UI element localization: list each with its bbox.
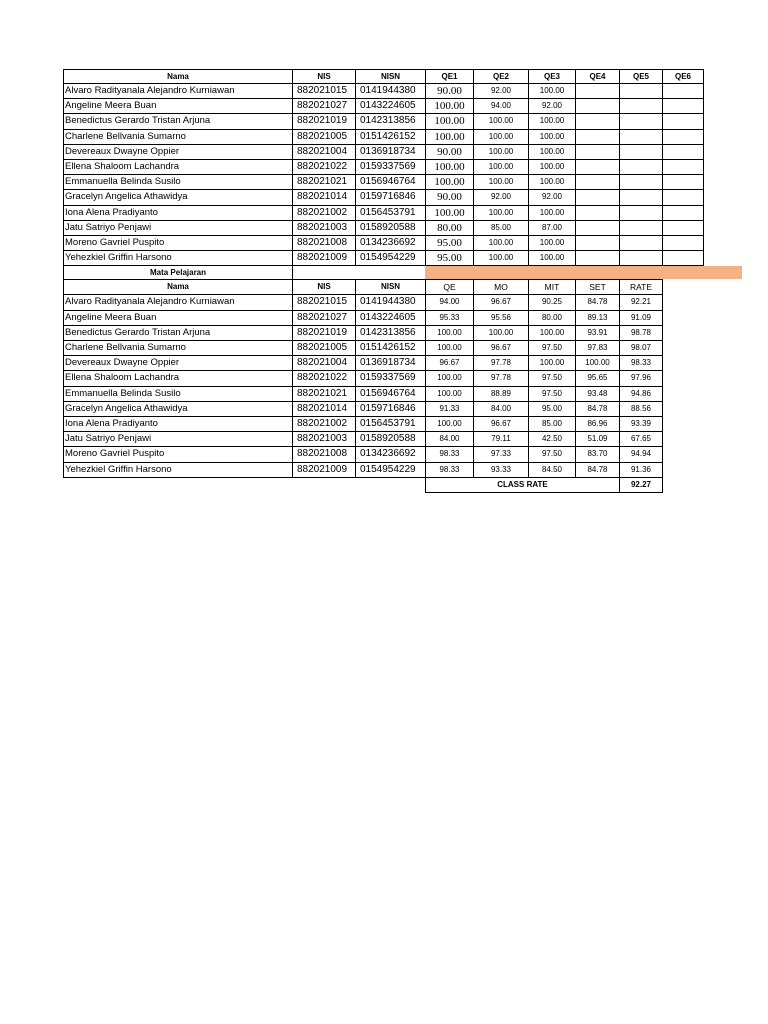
bottom-cell-r5-c3[interactable]: 100.00 [425, 370, 474, 386]
bottom-cell-r6-c1[interactable]: 882021021 [292, 386, 356, 402]
top-cell-r9-c8[interactable] [662, 220, 704, 236]
top-cell-r8-c7[interactable] [619, 205, 663, 221]
bottom-cell-r6-c2[interactable]: 0156946764 [355, 386, 426, 402]
top-cell-r6-c2[interactable]: 0156946764 [355, 174, 426, 190]
top-cell-r7-c8[interactable] [662, 189, 704, 205]
top-header-4[interactable]: QE2 [473, 69, 529, 84]
top-cell-r9-c0[interactable]: Jatu Satriyo Penjawi [63, 220, 293, 236]
top-cell-r1-c1[interactable]: 882021027 [292, 98, 356, 114]
bottom-cell-r9-c4[interactable]: 79.11 [473, 431, 529, 447]
top-cell-r10-c1[interactable]: 882021008 [292, 235, 356, 251]
top-cell-r7-c2[interactable]: 0159716846 [355, 189, 426, 205]
top-cell-r10-c0[interactable]: Moreno Gavriel Puspito [63, 235, 293, 251]
top-cell-r11-c0[interactable]: Yehezkiel Griffin Harsono [63, 250, 293, 266]
bottom-cell-r5-c0[interactable]: Ellena Shaloom Lachandra [63, 370, 293, 386]
bottom-cell-r11-c5[interactable]: 84.50 [528, 462, 576, 478]
top-cell-r11-c3[interactable]: 95.00 [425, 250, 474, 266]
top-cell-r5-c5[interactable]: 100.00 [528, 159, 576, 175]
top-cell-r3-c3[interactable]: 100.00 [425, 129, 474, 145]
top-cell-r11-c8[interactable] [662, 250, 704, 266]
top-cell-r11-c5[interactable]: 100.00 [528, 250, 576, 266]
bottom-cell-r7-c0[interactable]: Gracelyn Angelica Athawidya [63, 401, 293, 417]
top-cell-r4-c4[interactable]: 100.00 [473, 144, 529, 160]
top-cell-r1-c2[interactable]: 0143224605 [355, 98, 426, 114]
top-cell-r1-c0[interactable]: Angeline Meera Buan [63, 98, 293, 114]
bottom-cell-r4-c1[interactable]: 882021004 [292, 355, 356, 371]
top-cell-r7-c7[interactable] [619, 189, 663, 205]
bottom-cell-r2-c4[interactable]: 100.00 [473, 325, 529, 341]
bottom-header-4[interactable]: MO [473, 279, 529, 295]
top-cell-r4-c6[interactable] [575, 144, 620, 160]
top-header-8[interactable]: QE6 [662, 69, 704, 84]
bottom-cell-r0-c0[interactable]: Alvaro Radityanala Alejandro Kurniawan [63, 294, 293, 310]
top-header-5[interactable]: QE3 [528, 69, 576, 84]
top-cell-r3-c1[interactable]: 882021005 [292, 129, 356, 145]
bottom-cell-r1-c3[interactable]: 95.33 [425, 310, 474, 326]
bottom-cell-r11-c0[interactable]: Yehezkiel Griffin Harsono [63, 462, 293, 478]
top-cell-r10-c7[interactable] [619, 235, 663, 251]
bottom-cell-r8-c7[interactable]: 93.39 [619, 416, 663, 432]
bottom-cell-r9-c7[interactable]: 67.65 [619, 431, 663, 447]
bottom-cell-r4-c3[interactable]: 96.67 [425, 355, 474, 371]
bottom-cell-r7-c4[interactable]: 84.00 [473, 401, 529, 417]
top-cell-r9-c4[interactable]: 85.00 [473, 220, 529, 236]
bottom-cell-r4-c4[interactable]: 97.78 [473, 355, 529, 371]
top-cell-r9-c3[interactable]: 80.00 [425, 220, 474, 236]
bottom-cell-r5-c2[interactable]: 0159337569 [355, 370, 426, 386]
top-cell-r9-c7[interactable] [619, 220, 663, 236]
top-cell-r9-c2[interactable]: 0158920588 [355, 220, 426, 236]
top-cell-r4-c3[interactable]: 90.00 [425, 144, 474, 160]
top-cell-r4-c0[interactable]: Devereaux Dwayne Oppier [63, 144, 293, 160]
bottom-cell-r2-c1[interactable]: 882021019 [292, 325, 356, 341]
bottom-cell-r9-c2[interactable]: 0158920588 [355, 431, 426, 447]
top-cell-r6-c1[interactable]: 882021021 [292, 174, 356, 190]
bottom-cell-r3-c2[interactable]: 0151426152 [355, 340, 426, 356]
bottom-cell-r1-c0[interactable]: Angeline Meera Buan [63, 310, 293, 326]
top-cell-r6-c6[interactable] [575, 174, 620, 190]
top-cell-r3-c7[interactable] [619, 129, 663, 145]
bottom-cell-r1-c2[interactable]: 0143224605 [355, 310, 426, 326]
top-cell-r0-c5[interactable]: 100.00 [528, 83, 576, 99]
bottom-cell-r8-c6[interactable]: 86.96 [575, 416, 620, 432]
bottom-cell-r0-c2[interactable]: 0141944380 [355, 294, 426, 310]
bottom-cell-r9-c1[interactable]: 882021003 [292, 431, 356, 447]
top-cell-r2-c4[interactable]: 100.00 [473, 113, 529, 129]
top-cell-r6-c7[interactable] [619, 174, 663, 190]
top-cell-r5-c8[interactable] [662, 159, 704, 175]
top-cell-r5-c0[interactable]: Ellena Shaloom Lachandra [63, 159, 293, 175]
top-cell-r10-c4[interactable]: 100.00 [473, 235, 529, 251]
bottom-cell-r7-c6[interactable]: 84.78 [575, 401, 620, 417]
top-cell-r8-c4[interactable]: 100.00 [473, 205, 529, 221]
bottom-cell-r6-c6[interactable]: 93.48 [575, 386, 620, 402]
bottom-cell-r11-c4[interactable]: 93.33 [473, 462, 529, 478]
top-cell-r7-c3[interactable]: 90.00 [425, 189, 474, 205]
bottom-cell-r10-c5[interactable]: 97.50 [528, 446, 576, 462]
top-cell-r10-c6[interactable] [575, 235, 620, 251]
top-cell-r5-c6[interactable] [575, 159, 620, 175]
bottom-cell-r10-c2[interactable]: 0134236692 [355, 446, 426, 462]
top-cell-r0-c2[interactable]: 0141944380 [355, 83, 426, 99]
bottom-cell-r3-c3[interactable]: 100.00 [425, 340, 474, 356]
top-cell-r5-c4[interactable]: 100.00 [473, 159, 529, 175]
top-cell-r8-c6[interactable] [575, 205, 620, 221]
bottom-cell-r2-c2[interactable]: 0142313856 [355, 325, 426, 341]
top-cell-r9-c5[interactable]: 87.00 [528, 220, 576, 236]
top-cell-r11-c6[interactable] [575, 250, 620, 266]
bottom-cell-r9-c6[interactable]: 51.09 [575, 431, 620, 447]
top-header-1[interactable]: NIS [292, 69, 356, 84]
top-cell-r3-c2[interactable]: 0151426152 [355, 129, 426, 145]
bottom-cell-r10-c1[interactable]: 882021008 [292, 446, 356, 462]
top-cell-r4-c1[interactable]: 882021004 [292, 144, 356, 160]
class-rate-label[interactable]: CLASS RATE [425, 477, 620, 493]
top-cell-r3-c0[interactable]: Charlene Bellvania Sumarno [63, 129, 293, 145]
bottom-cell-r3-c0[interactable]: Charlene Bellvania Sumarno [63, 340, 293, 356]
bottom-cell-r8-c0[interactable]: Iona Alena Pradiyanto [63, 416, 293, 432]
top-cell-r6-c3[interactable]: 100.00 [425, 174, 474, 190]
bottom-cell-r5-c4[interactable]: 97.78 [473, 370, 529, 386]
top-cell-r0-c8[interactable] [662, 83, 704, 99]
bottom-cell-r0-c4[interactable]: 96.67 [473, 294, 529, 310]
bottom-cell-r3-c5[interactable]: 97.50 [528, 340, 576, 356]
top-cell-r7-c4[interactable]: 92.00 [473, 189, 529, 205]
top-cell-r1-c6[interactable] [575, 98, 620, 114]
top-cell-r11-c7[interactable] [619, 250, 663, 266]
top-cell-r1-c7[interactable] [619, 98, 663, 114]
bottom-header-0[interactable]: Nama [63, 279, 293, 295]
top-header-7[interactable]: QE5 [619, 69, 663, 84]
subject-value-cell[interactable] [292, 265, 426, 280]
bottom-cell-r0-c3[interactable]: 94.00 [425, 294, 474, 310]
bottom-cell-r2-c5[interactable]: 100.00 [528, 325, 576, 341]
bottom-cell-r4-c7[interactable]: 98.33 [619, 355, 663, 371]
bottom-cell-r8-c5[interactable]: 85.00 [528, 416, 576, 432]
top-cell-r6-c4[interactable]: 100.00 [473, 174, 529, 190]
top-cell-r2-c0[interactable]: Benedictus Gerardo Tristan Arjuna [63, 113, 293, 129]
top-cell-r1-c4[interactable]: 94.00 [473, 98, 529, 114]
bottom-cell-r9-c3[interactable]: 84.00 [425, 431, 474, 447]
bottom-cell-r5-c6[interactable]: 95.65 [575, 370, 620, 386]
top-cell-r2-c5[interactable]: 100.00 [528, 113, 576, 129]
top-cell-r0-c4[interactable]: 92.00 [473, 83, 529, 99]
bottom-cell-r10-c4[interactable]: 97.33 [473, 446, 529, 462]
bottom-cell-r8-c2[interactable]: 0156453791 [355, 416, 426, 432]
bottom-header-2[interactable]: NISN [355, 279, 426, 295]
bottom-cell-r9-c0[interactable]: Jatu Satriyo Penjawi [63, 431, 293, 447]
top-header-3[interactable]: QE1 [425, 69, 474, 84]
bottom-cell-r1-c7[interactable]: 91.09 [619, 310, 663, 326]
bottom-cell-r11-c6[interactable]: 84.78 [575, 462, 620, 478]
subject-label[interactable]: Mata Pelajaran [63, 265, 293, 280]
top-cell-r2-c7[interactable] [619, 113, 663, 129]
bottom-cell-r11-c1[interactable]: 882021009 [292, 462, 356, 478]
class-rate-value[interactable]: 92.27 [619, 477, 663, 493]
accent-band [425, 266, 742, 279]
top-cell-r2-c6[interactable] [575, 113, 620, 129]
top-cell-r5-c7[interactable] [619, 159, 663, 175]
top-cell-r2-c2[interactable]: 0142313856 [355, 113, 426, 129]
bottom-cell-r8-c3[interactable]: 100.00 [425, 416, 474, 432]
bottom-cell-r5-c5[interactable]: 97.50 [528, 370, 576, 386]
top-cell-r1-c3[interactable]: 100.00 [425, 98, 474, 114]
top-cell-r0-c0[interactable]: Alvaro Radityanala Alejandro Kurniawan [63, 83, 293, 99]
bottom-cell-r4-c6[interactable]: 100.00 [575, 355, 620, 371]
bottom-cell-r2-c3[interactable]: 100.00 [425, 325, 474, 341]
bottom-header-1[interactable]: NIS [292, 279, 356, 295]
bottom-cell-r1-c5[interactable]: 80.00 [528, 310, 576, 326]
bottom-cell-r10-c7[interactable]: 94.94 [619, 446, 663, 462]
top-cell-r10-c2[interactable]: 0134236692 [355, 235, 426, 251]
bottom-cell-r2-c0[interactable]: Benedictus Gerardo Tristan Arjuna [63, 325, 293, 341]
top-cell-r3-c8[interactable] [662, 129, 704, 145]
bottom-cell-r10-c6[interactable]: 83.70 [575, 446, 620, 462]
top-cell-r8-c2[interactable]: 0156453791 [355, 205, 426, 221]
top-cell-r9-c6[interactable] [575, 220, 620, 236]
bottom-cell-r6-c7[interactable]: 94.86 [619, 386, 663, 402]
bottom-cell-r1-c1[interactable]: 882021027 [292, 310, 356, 326]
top-cell-r8-c3[interactable]: 100.00 [425, 205, 474, 221]
top-cell-r0-c7[interactable] [619, 83, 663, 99]
bottom-cell-r5-c7[interactable]: 97.96 [619, 370, 663, 386]
top-cell-r5-c1[interactable]: 882021022 [292, 159, 356, 175]
bottom-cell-r10-c3[interactable]: 98.33 [425, 446, 474, 462]
top-cell-r1-c8[interactable] [662, 98, 704, 114]
bottom-cell-r2-c7[interactable]: 98.78 [619, 325, 663, 341]
top-cell-r5-c3[interactable]: 100.00 [425, 159, 474, 175]
top-cell-r4-c8[interactable] [662, 144, 704, 160]
top-cell-r3-c5[interactable]: 100.00 [528, 129, 576, 145]
bottom-cell-r7-c1[interactable]: 882021014 [292, 401, 356, 417]
top-cell-r7-c5[interactable]: 92.00 [528, 189, 576, 205]
bottom-cell-r11-c2[interactable]: 0154954229 [355, 462, 426, 478]
bottom-cell-r6-c0[interactable]: Emmanuella Belinda Susilo [63, 386, 293, 402]
bottom-cell-r1-c4[interactable]: 95.56 [473, 310, 529, 326]
bottom-header-6[interactable]: SET [575, 279, 620, 295]
top-cell-r9-c1[interactable]: 882021003 [292, 220, 356, 236]
top-cell-r3-c4[interactable]: 100.00 [473, 129, 529, 145]
top-cell-r0-c3[interactable]: 90.00 [425, 83, 474, 99]
bottom-header-3[interactable]: QE [425, 279, 474, 295]
top-cell-r8-c1[interactable]: 882021002 [292, 205, 356, 221]
bottom-cell-r6-c3[interactable]: 100.00 [425, 386, 474, 402]
top-cell-r0-c1[interactable]: 882021015 [292, 83, 356, 99]
top-cell-r3-c6[interactable] [575, 129, 620, 145]
bottom-cell-r10-c0[interactable]: Moreno Gavriel Puspito [63, 446, 293, 462]
bottom-cell-r8-c4[interactable]: 96.67 [473, 416, 529, 432]
bottom-cell-r0-c1[interactable]: 882021015 [292, 294, 356, 310]
top-header-6[interactable]: QE4 [575, 69, 620, 84]
top-cell-r2-c1[interactable]: 882021019 [292, 113, 356, 129]
bottom-cell-r4-c2[interactable]: 0136918734 [355, 355, 426, 371]
top-cell-r4-c2[interactable]: 0136918734 [355, 144, 426, 160]
bottom-cell-r11-c7[interactable]: 91.36 [619, 462, 663, 478]
top-header-0[interactable]: Nama [63, 69, 293, 84]
top-cell-r4-c5[interactable]: 100.00 [528, 144, 576, 160]
top-cell-r7-c6[interactable] [575, 189, 620, 205]
bottom-cell-r6-c4[interactable]: 88.89 [473, 386, 529, 402]
bottom-cell-r5-c1[interactable]: 882021022 [292, 370, 356, 386]
bottom-cell-r3-c7[interactable]: 98.07 [619, 340, 663, 356]
top-cell-r10-c5[interactable]: 100.00 [528, 235, 576, 251]
bottom-cell-r4-c5[interactable]: 100.00 [528, 355, 576, 371]
top-cell-r6-c8[interactable] [662, 174, 704, 190]
top-cell-r10-c3[interactable]: 95.00 [425, 235, 474, 251]
top-cell-r11-c4[interactable]: 100.00 [473, 250, 529, 266]
bottom-cell-r7-c7[interactable]: 88.56 [619, 401, 663, 417]
top-header-2[interactable]: NISN [355, 69, 426, 84]
bottom-cell-r4-c0[interactable]: Devereaux Dwayne Oppier [63, 355, 293, 371]
top-cell-r6-c5[interactable]: 100.00 [528, 174, 576, 190]
bottom-cell-r8-c1[interactable]: 882021002 [292, 416, 356, 432]
top-cell-r7-c0[interactable]: Gracelyn Angelica Athawidya [63, 189, 293, 205]
bottom-cell-r3-c4[interactable]: 96.67 [473, 340, 529, 356]
bottom-cell-r7-c2[interactable]: 0159716846 [355, 401, 426, 417]
bottom-cell-r2-c6[interactable]: 93.91 [575, 325, 620, 341]
bottom-cell-r0-c5[interactable]: 90.25 [528, 294, 576, 310]
top-cell-r6-c0[interactable]: Emmanuella Belinda Susilo [63, 174, 293, 190]
bottom-cell-r9-c5[interactable]: 42.50 [528, 431, 576, 447]
bottom-cell-r1-c6[interactable]: 89.13 [575, 310, 620, 326]
top-cell-r2-c3[interactable]: 100.00 [425, 113, 474, 129]
bottom-cell-r0-c6[interactable]: 84.78 [575, 294, 620, 310]
top-cell-r2-c8[interactable] [662, 113, 704, 129]
bottom-header-5[interactable]: MIT [528, 279, 576, 295]
top-cell-r7-c1[interactable]: 882021014 [292, 189, 356, 205]
top-cell-r8-c0[interactable]: Iona Alena Pradiyanto [63, 205, 293, 221]
top-cell-r11-c2[interactable]: 0154954229 [355, 250, 426, 266]
top-cell-r8-c5[interactable]: 100.00 [528, 205, 576, 221]
bottom-cell-r0-c7[interactable]: 92.21 [619, 294, 663, 310]
bottom-cell-r6-c5[interactable]: 97.50 [528, 386, 576, 402]
top-cell-r0-c6[interactable] [575, 83, 620, 99]
bottom-cell-r3-c6[interactable]: 97.83 [575, 340, 620, 356]
bottom-cell-r3-c1[interactable]: 882021005 [292, 340, 356, 356]
top-cell-r5-c2[interactable]: 0159337569 [355, 159, 426, 175]
top-cell-r10-c8[interactable] [662, 235, 704, 251]
bottom-cell-r7-c3[interactable]: 91.33 [425, 401, 474, 417]
bottom-header-7[interactable]: RATE [619, 279, 663, 295]
top-cell-r1-c5[interactable]: 92.00 [528, 98, 576, 114]
top-cell-r8-c8[interactable] [662, 205, 704, 221]
bottom-cell-r7-c5[interactable]: 95.00 [528, 401, 576, 417]
bottom-cell-r11-c3[interactable]: 98.33 [425, 462, 474, 478]
top-cell-r4-c7[interactable] [619, 144, 663, 160]
top-cell-r11-c1[interactable]: 882021009 [292, 250, 356, 266]
